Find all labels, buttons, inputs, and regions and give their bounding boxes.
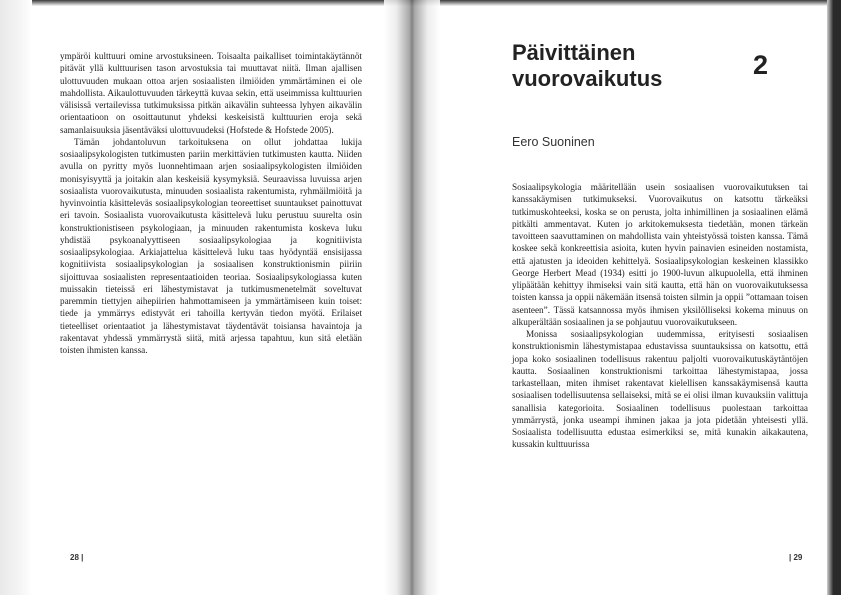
- scan-right-border: [827, 0, 841, 595]
- left-paragraph-2: Tämän johdantoluvun tarkoituksena on ollut johdattaa lukija sosiaalipsykologisten tutkimusten pariin merkittävien tutkimusten kautta. Niiden avulla on pyritty myös luonnehtimaan arjen sosiaalipsykologisten ilmiöiden monisyisyyttä ja joitakin alan keskeisiä kysymyksiä. Seuraavissa luvuissa arjen sosiaalista vuorovaikutusta, minuuden sosiaalista rakentumista, ryhmäilmiöitä ja hyvinvointia käsitteleväs sosiaalipsykologian teoreettiset suuntaukset painottuvat eri tavoin. Sosiaalista vuorovaikutusta käsittelevä luku perustuu suurelta osin konstruktionistiseen psykologiaan, ja minuuden rakentumista koskeva luku yhdistää psykoanalyyttiseen sosiaalipsykologiaa ja kognitiivista sosiaalipsykologiaa. Arkiajattelua käsittelevä luku taas hyödyntää ensisijassa kognitiivista sosiaalipsykologian ja sosiaalisen konstruktionismin piiriin sijoittuvaa sosiaalisten representaatioiden teoriaa. Sosiaalipsykologiassa kuten muissakin tieteissä eri lähestymistavat ja tutkimusmenetelmät soveltuvat paremmin tiettyjen aihepiirien hahmottamiseen ja ymmärtämiseen kuin toiset: tiede ja ymmärrys edistyvät eri tahoilla kertyvän tiedon myötä. Erilaiset tieteelliset orientaatiot ja lähestymistavat täydentävät toisiansa havaintoja ja rakentavat yhdessä ymmärrystä siitä, mitä arjessa tapahtuu, kun sitä eletään toisten ihmisten kanssa.: [60, 136, 362, 355]
- scan-left-margin: [0, 0, 32, 595]
- left-page: [32, 0, 384, 595]
- right-paragraph-1: Sosiaalipsykologia määritellään usein sosiaalisen vuorovaikutuksen tai kanssakäymisen tutkimukseksi. Vuorovaikutus on katsottu tärkeäksi tutkimuskohteeksi, koska se on perusta, jolta inhimillinen ja sosiaalinen elämä pitkälti ammentavat. Kuten jo arkitokemuksesta tiedetään, monen tärkeän tavoitteen saavuttaminen on mahdollista vain yhteistyössä toisten kanssa. Tämä koskee sekä konkreettisia asioita, kuten hyvin painavien esineiden nostamista, että ajatusten ja ideoiden kehittelyä. Sosiaalipsykologian keskeinen klassikko George Herbert Mead (1934) esitti jo 1900-luvun alkupuolella, että ihminen ylipäätään kehittyy ihmiseksi vain sitä kautta, että hän on vuorovaikutuksessa toisten kanssa ja oppii näkemään itsensä toisten silmin ja oppii ”ottamaan toisen asenteen”. Tässä katsannossa myös ihmisen yksilölliseksi kokema minuus on alkuperältään sosiaalinen ja se pohjautuu vuorovaikutukseen.: [512, 182, 808, 327]
- chapter-number: 2: [753, 50, 769, 80]
- right-page: [440, 0, 827, 595]
- page-number-left: 28 |: [70, 553, 84, 562]
- chapter-title: Päivittäinen vuorovaikutus: [512, 40, 663, 91]
- chapter-author: Eero Suoninen: [512, 135, 595, 149]
- page-number-right: | 29: [789, 553, 803, 562]
- left-paragraph-1: ympäröi kulttuuri omine arvostuksineen. Toisaalta paikalliset toimintakäytännöt pitävät yllä kulttuurisen tason arvostuksia tai muuttavat niitä. Ilman ajallisen ulottuvuuden mukaan ottoa arjen sosiaalisten ilmiöiden ymmärtäminen ei ole mahdollista. Aikaulottuvuuden tärkeyttä kuvaa sekin, että useimmissa kulttuurien välisissä vertailevissa tutkimuksissa pitkän aikavälin suhteessa lyhyen aikavälin orientaatioon on osoittautunut yhdeksi keskeisistä kulttuurien eroja sekä samanlaisuuksia jäsentäväksi ulottuvuudeksi (Hofstede & Hofstede 2005).: [60, 51, 362, 135]
- right-paragraph-2: Monissa sosiaalipsykologian uudemmissa, erityisesti sosiaalisen konstruktionismin lähestymistapaa edustavissa suuntauksissa on katsottu, että jopa koko sosiaalinen todellisuus rakentuu paljolti vuorovaikutuskäytäntöjen kautta. Sosiaalinen konstruktionismi tarkoittaa lähestymistapaa, jossa tarkastellaan, miten ihmiset rakentavat kielellisen kanssakäymisensä kautta sosiaalisen todellisuutensa sellaiseksi, mitä se ei olisi ilman kuvauksiin valittuja sanallisia kategorioita. Sosiaalinen todellisuus puolestaan tarkoittaa ymmärrystä, jonka useampi ihminen jakaa ja jota pidetään yhteisesti yllä. Sosiaalista todellisuutta edustaa esimerkiksi se, mitä kunakin aikakautena, kussakin kulttuurissa: [512, 329, 808, 450]
- book-spine-shadow: [384, 0, 440, 595]
- right-page-body: [512, 181, 808, 451]
- left-page-body: [60, 50, 362, 356]
